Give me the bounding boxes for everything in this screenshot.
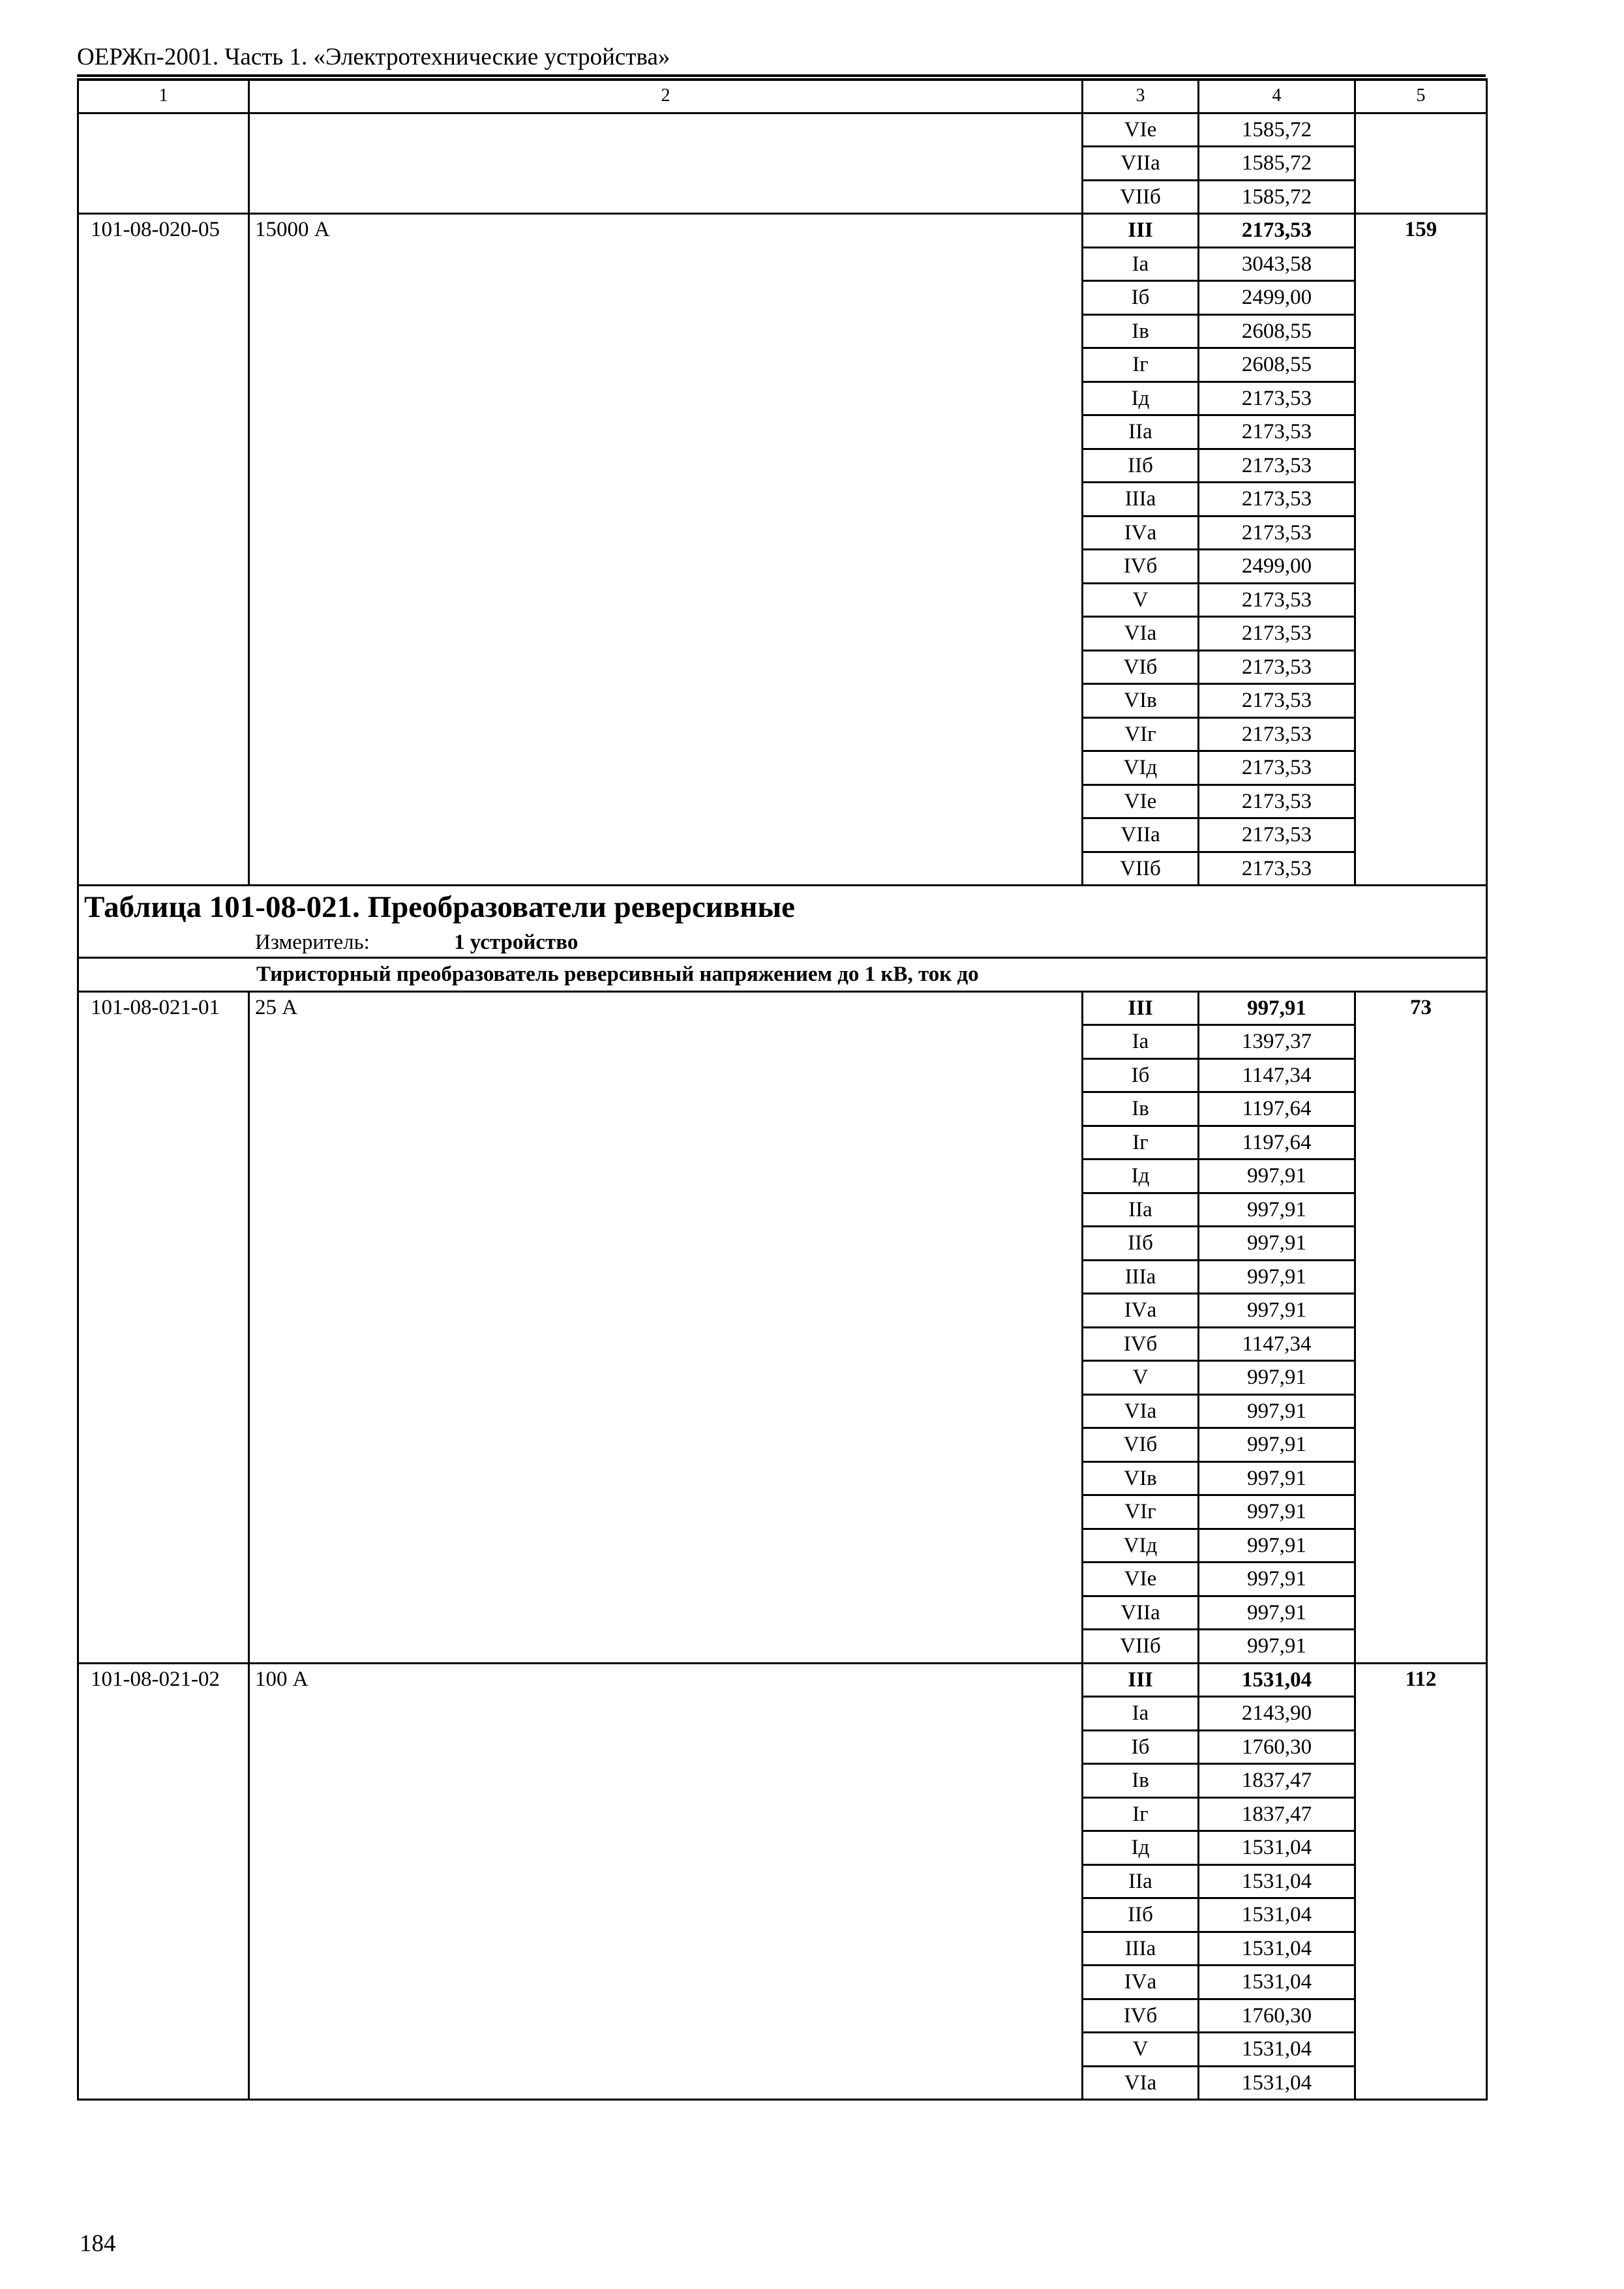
item-code-cell xyxy=(78,113,249,214)
table-row xyxy=(78,214,1487,248)
price-cell: 1531,04 xyxy=(1199,1663,1355,1697)
price-cell: 997,91 xyxy=(1199,1529,1355,1563)
price-cell: 1531,04 xyxy=(1199,2066,1355,2100)
zone-cell: Iд xyxy=(1083,1159,1199,1193)
measure-value: 1 устройство xyxy=(454,931,579,954)
price-cell: 997,91 xyxy=(1199,1294,1355,1328)
column-number-2: 2 xyxy=(249,80,1083,113)
item-code-cell: 101-08-021-02 xyxy=(78,1663,249,2100)
price-cell: 1531,04 xyxy=(1199,1898,1355,1932)
zone-cell: IIа xyxy=(1083,415,1199,449)
zone-cell: IIIа xyxy=(1083,1932,1199,1966)
price-cell: 1531,04 xyxy=(1199,1932,1355,1966)
zone-cell: IIб xyxy=(1083,1898,1199,1932)
price-cell: 997,91 xyxy=(1199,1630,1355,1664)
price-cell: 1531,04 xyxy=(1199,2033,1355,2067)
rates-table-body xyxy=(78,80,1487,2100)
labor-cell: 159 xyxy=(1355,214,1487,886)
zone-cell: IVа xyxy=(1083,1966,1199,1999)
zone-cell: VIа xyxy=(1083,2066,1199,2100)
item-name-cell: 25 А xyxy=(249,991,1083,1663)
measure-line xyxy=(79,928,1486,957)
zone-cell: VIIб xyxy=(1083,180,1199,214)
price-cell: 1585,72 xyxy=(1199,113,1355,147)
labor-cell: 112 xyxy=(1355,1663,1487,2100)
zone-cell: Iг xyxy=(1083,348,1199,382)
labor-cell: 73 xyxy=(1355,991,1487,1663)
subtitle-row xyxy=(78,958,1487,992)
page-number: 184 xyxy=(80,2230,116,2257)
item-name-cell xyxy=(249,113,1083,214)
zone-cell: Iг xyxy=(1083,1126,1199,1159)
price-cell: 2608,55 xyxy=(1199,314,1355,348)
zone-cell: Iа xyxy=(1083,1025,1199,1059)
price-cell: 997,91 xyxy=(1199,1260,1355,1294)
labor-cell xyxy=(1355,113,1487,214)
price-cell: 997,91 xyxy=(1199,1227,1355,1261)
column-number-5: 5 xyxy=(1355,80,1487,113)
price-cell: 1197,64 xyxy=(1199,1126,1355,1159)
price-cell: 2173,53 xyxy=(1199,785,1355,818)
zone-cell: VIг xyxy=(1083,1495,1199,1529)
price-cell: 2173,53 xyxy=(1199,717,1355,751)
zone-cell: IVб xyxy=(1083,550,1199,584)
price-cell: 997,91 xyxy=(1199,1193,1355,1227)
price-cell: 2173,53 xyxy=(1199,751,1355,785)
zone-cell: IVб xyxy=(1083,1999,1199,2033)
item-name-cell: 100 А xyxy=(249,1663,1083,2100)
price-cell: 1760,30 xyxy=(1199,1730,1355,1764)
zone-cell: VIIа xyxy=(1083,1596,1199,1630)
item-code-cell: 101-08-020-05 xyxy=(78,214,249,886)
price-cell: 2143,90 xyxy=(1199,1697,1355,1731)
price-cell: 1585,72 xyxy=(1199,180,1355,214)
price-cell: 1531,04 xyxy=(1199,1864,1355,1898)
price-cell: 1531,04 xyxy=(1199,1966,1355,1999)
zone-cell: VIа xyxy=(1083,1394,1199,1428)
price-cell: 997,91 xyxy=(1199,1428,1355,1462)
item-name-cell: 15000 А xyxy=(249,214,1083,886)
zone-cell: III xyxy=(1083,214,1199,248)
zone-cell: VIб xyxy=(1083,650,1199,684)
price-cell: 997,91 xyxy=(1199,1394,1355,1428)
price-cell: 1585,72 xyxy=(1199,147,1355,181)
price-cell: 1197,64 xyxy=(1199,1092,1355,1126)
zone-cell: V xyxy=(1083,2033,1199,2067)
zone-cell: III xyxy=(1083,1663,1199,1697)
zone-cell: VIе xyxy=(1083,1563,1199,1596)
zone-cell: IIб xyxy=(1083,1227,1199,1261)
price-cell: 1760,30 xyxy=(1199,1999,1355,2033)
price-cell: 1147,34 xyxy=(1199,1327,1355,1361)
zone-cell: VIб xyxy=(1083,1428,1199,1462)
zone-cell: IVа xyxy=(1083,516,1199,550)
price-cell: 2173,53 xyxy=(1199,583,1355,617)
zone-cell: IIб xyxy=(1083,449,1199,483)
price-cell: 2173,53 xyxy=(1199,684,1355,718)
zone-cell: IIIа xyxy=(1083,483,1199,516)
zone-cell: VIIб xyxy=(1083,852,1199,886)
zone-cell: IIа xyxy=(1083,1193,1199,1227)
price-cell: 1837,47 xyxy=(1199,1797,1355,1831)
column-numbers-row xyxy=(78,80,1487,113)
zone-cell: Iд xyxy=(1083,1831,1199,1865)
price-cell: 997,91 xyxy=(1199,1461,1355,1495)
price-cell: 2173,53 xyxy=(1199,415,1355,449)
zone-cell: Iг xyxy=(1083,1797,1199,1831)
table-subtitle: Тиристорный преобразователь реверсивный напряжением до 1 кВ, ток до xyxy=(78,958,1487,992)
table-row xyxy=(78,113,1487,147)
column-number-4: 4 xyxy=(1199,80,1355,113)
price-cell: 2173,53 xyxy=(1199,214,1355,248)
price-cell: 1147,34 xyxy=(1199,1058,1355,1092)
table-row xyxy=(78,991,1487,1025)
zone-cell: IVб xyxy=(1083,1327,1199,1361)
rates-table xyxy=(77,78,1488,2101)
zone-cell: VIIб xyxy=(1083,1630,1199,1664)
zone-cell: Iд xyxy=(1083,382,1199,415)
price-cell: 2173,53 xyxy=(1199,483,1355,516)
price-cell: 1837,47 xyxy=(1199,1764,1355,1798)
price-cell: 2608,55 xyxy=(1199,348,1355,382)
zone-cell: VIв xyxy=(1083,1461,1199,1495)
zone-cell: VIа xyxy=(1083,617,1199,651)
zone-cell: VIIа xyxy=(1083,147,1199,181)
price-cell: 1397,37 xyxy=(1199,1025,1355,1059)
price-cell: 997,91 xyxy=(1199,1159,1355,1193)
zone-cell: V xyxy=(1083,1361,1199,1395)
price-cell: 997,91 xyxy=(1199,991,1355,1025)
price-cell: 997,91 xyxy=(1199,1563,1355,1596)
table-title-row xyxy=(78,886,1487,958)
price-cell: 997,91 xyxy=(1199,1361,1355,1395)
zone-cell: Iб xyxy=(1083,1058,1199,1092)
price-cell: 2173,53 xyxy=(1199,617,1355,651)
table-title: Таблица 101-08-021. Преобразователи реверсивные xyxy=(84,890,795,924)
column-number-1: 1 xyxy=(78,80,249,113)
zone-cell: IIа xyxy=(1083,1864,1199,1898)
price-cell: 2499,00 xyxy=(1199,550,1355,584)
price-cell: 2173,53 xyxy=(1199,516,1355,550)
zone-cell: VIд xyxy=(1083,1529,1199,1563)
zone-cell: IVа xyxy=(1083,1294,1199,1328)
zone-cell: Iа xyxy=(1083,1697,1199,1731)
zone-cell: VIе xyxy=(1083,113,1199,147)
price-cell: 2173,53 xyxy=(1199,449,1355,483)
price-cell: 2173,53 xyxy=(1199,650,1355,684)
zone-cell: VIе xyxy=(1083,785,1199,818)
price-cell: 2173,53 xyxy=(1199,382,1355,415)
zone-cell: III xyxy=(1083,991,1199,1025)
item-code-cell: 101-08-021-01 xyxy=(78,991,249,1663)
table-row xyxy=(78,1663,1487,1697)
measure-label: Измеритель: xyxy=(255,931,370,954)
zone-cell: Iа xyxy=(1083,247,1199,281)
table-title-cell xyxy=(78,886,1487,958)
price-cell: 997,91 xyxy=(1199,1596,1355,1630)
zone-cell: IIIа xyxy=(1083,1260,1199,1294)
price-cell: 2499,00 xyxy=(1199,281,1355,315)
zone-cell: Iб xyxy=(1083,281,1199,315)
page-header xyxy=(77,40,1486,77)
zone-cell: VIд xyxy=(1083,751,1199,785)
price-cell: 2173,53 xyxy=(1199,818,1355,852)
price-cell: 2173,53 xyxy=(1199,852,1355,886)
price-cell: 3043,58 xyxy=(1199,247,1355,281)
zone-cell: Iв xyxy=(1083,1764,1199,1798)
column-number-3: 3 xyxy=(1083,80,1199,113)
zone-cell: VIв xyxy=(1083,684,1199,718)
zone-cell: VIг xyxy=(1083,717,1199,751)
zone-cell: VIIа xyxy=(1083,818,1199,852)
price-cell: 1531,04 xyxy=(1199,1831,1355,1865)
zone-cell: Iв xyxy=(1083,1092,1199,1126)
price-cell: 997,91 xyxy=(1199,1495,1355,1529)
zone-cell: Iб xyxy=(1083,1730,1199,1764)
zone-cell: Iв xyxy=(1083,314,1199,348)
zone-cell: V xyxy=(1083,583,1199,617)
document-title: ОЕРЖп-2001. Часть 1. «Электротехнические устройства» xyxy=(77,44,670,70)
